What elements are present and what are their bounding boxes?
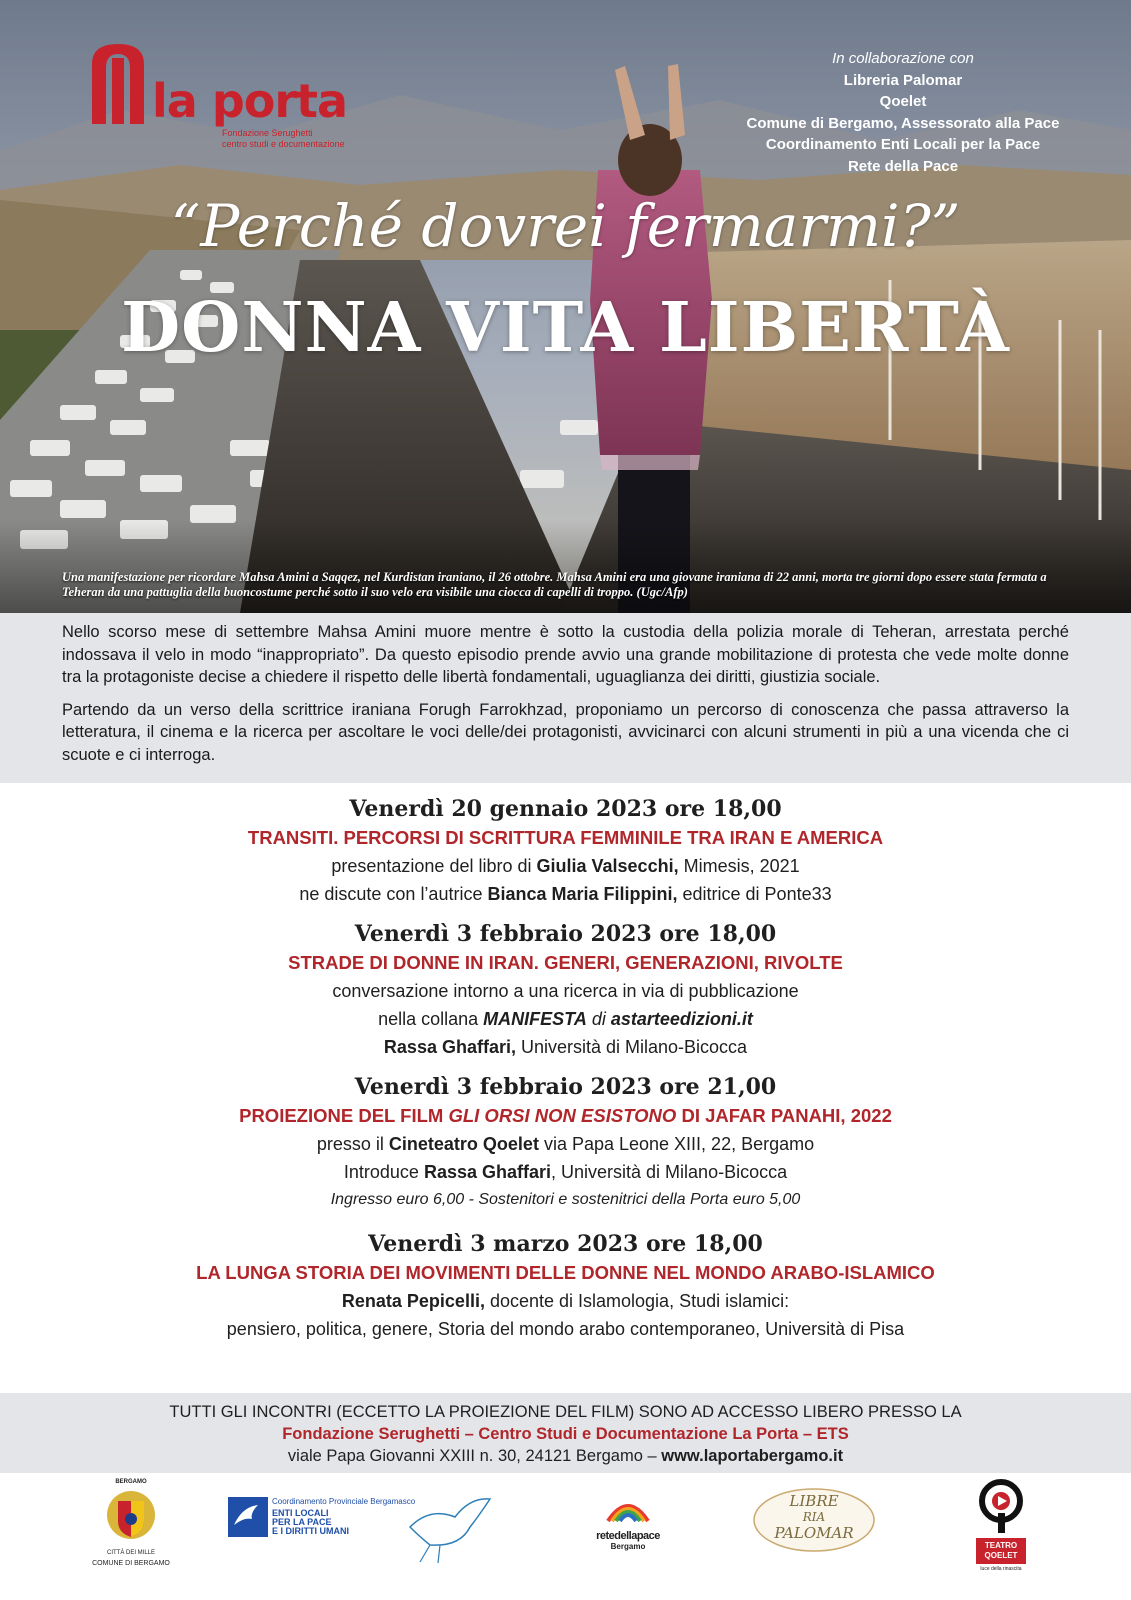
event-detail [0,1287,1131,1315]
collaboration-partner: Qoelet [879,93,927,110]
qoelet-label [976,1538,1026,1564]
venue-name: Cineteatro Qoelet [388,1134,539,1154]
logo-text: ENTI LOCALI [272,1508,329,1518]
rainbow-icon [578,1491,678,1525]
foundation-name: Fondazione Serughetti – Centro Studi e Documentazione La Porta – ETS [282,1425,849,1443]
enti-locali-logo [228,1497,416,1547]
logo-text: Coordinamento Provinciale Bergamasco [272,1497,416,1506]
logo-subtitle [222,128,345,150]
partner-logos [0,1473,1131,1600]
collaboration-partner: Libreria Palomar [843,71,963,89]
footer-info [0,1393,1131,1473]
event-detail [0,852,1131,880]
author-name: Giulia Valsecchi, [536,856,679,876]
logo-text: retedellapace [596,1530,660,1542]
logo-text-block [272,1509,349,1536]
libreria-palomar-logo [752,1487,876,1553]
text-span: DI JAFAR PANAHI, 2022 [676,1105,892,1126]
event-detail [0,1158,1131,1186]
logo-text: TEATRO [984,1541,1018,1550]
hero-title: DONNA VITA LIBERTÀ [121,288,1010,368]
door-arch-icon [90,42,146,124]
logo-subtitle-line1: Fondazione Serughetti [222,128,313,138]
event-item [0,1073,1131,1214]
event-title: LA LUNGA STORIA DEI MOVIMENTI DELLE DONNE NEL MONDO ARABO-ISLAMICO [196,1262,935,1283]
film-title: GLI ORSI NON ESISTONO [448,1105,677,1126]
text-span: , Università di Milano-Bicocca [551,1162,788,1182]
website-link[interactable]: www.laportabergamo.it [661,1447,844,1465]
event-title: TRANSITI. PERCORSI DI SCRITTURA FEMMINILE TRA IRAN E AMERICA [247,827,884,848]
text-span: Introduce [343,1162,424,1182]
logo-text: E I DIRITTI UMANI [272,1526,349,1536]
collaboration-partner: Coordinamento Enti Locali per la Pace [765,136,1041,153]
logo-text: PALOMAR [774,1524,854,1542]
logo-subtitle-line2: centro studi e documentazione [222,139,345,149]
logo-text: BERGAMO [115,1479,147,1485]
ticket-price: Ingresso euro 6,00 - Sostenitori e sostenitrici della Porta euro 5,00 [330,1191,801,1208]
speaker-name: Bianca Maria Filippini, [487,884,678,904]
dove-emblem-icon [228,1497,268,1537]
intro-paragraph-1: Nello scorso mese di settembre Mahsa Amini muore mentre è sotto la custodia della polizia morale di Teheran, arrestata perché indossava il velo in modo “inappropriato”. Da questo episodio prende avvio una grande mobilitazione di protesta che vede molte donne tra la protagoniste decise a chiedere il rispetto delle libertà fondamentali, uguaglianza dei diritti, giustizia sociale. [62,623,1069,686]
speaker-name: Renata Pepicelli, [341,1291,485,1311]
logo-text: PER LA PACE [272,1517,332,1527]
text-span: presentazione del libro di [331,856,537,876]
event-item [0,920,1131,1061]
event-detail [0,1005,1131,1033]
publisher-link[interactable]: astarteedizioni.it [610,1009,753,1029]
event-title: STRADE DI DONNE IN IRAN. GENERI, GENERAZIONI, RIVOLTE [288,952,843,973]
text-span: docente di Islamologia, Studi islamici: [484,1291,790,1311]
event-date: Venerdì 3 marzo 2023 ore 18,00 [368,1231,763,1257]
rete-della-pace-logo [578,1491,678,1561]
address-text: viale Papa Giovanni XXIII n. 30, 24121 Bergamo – [287,1447,662,1465]
teatro-qoelet-logo [976,1477,1026,1593]
hero-quote: “Perché dovrei fermarmi?” [170,192,961,260]
address-line [0,1445,1131,1467]
text-span: nella collana [378,1009,484,1029]
event-item [0,1230,1131,1343]
text-span: ne discute con l’autrice [299,884,488,904]
event-detail [0,1130,1131,1158]
collaboration-block [723,48,1083,177]
event-detail [0,880,1131,908]
logo-text: CITTÀ DEI MILLE [106,1550,155,1556]
event-detail: conversazione intorno a una ricerca in via di pubblicazione [332,981,799,1001]
event-title [0,1101,1131,1130]
events-list [0,795,1131,1355]
event-date: Venerdì 3 febbraio 2023 ore 21,00 [354,1074,777,1100]
intro-paragraph-2: Partendo da un verso della scrittrice iraniana Forugh Farrokhzad, proponiamo un percorso di conoscenza che passa attraverso la letteratura, il cinema e la ricerca per ascoltare le voci delle/dei protagonisti, avvicinarci con alcuni strumenti in più a una vicenda che ci scuote e ci interroga. [62,700,1069,764]
dove-drawing-icon [400,1487,500,1567]
logo-text: RIA [802,1510,826,1524]
text-span: presso il [316,1134,389,1154]
logo-wordmark: la porta [152,74,348,128]
qoelet-q-icon [976,1477,1026,1533]
logo-text: Bergamo [610,1542,646,1551]
comune-bergamo-logo [86,1479,176,1589]
logo-text: COMUNE DI BERGAMO [92,1560,170,1567]
collaboration-partner: Comune di Bergamo, Assessorato alla Pace [746,114,1060,132]
text-span: di [586,1009,611,1029]
palomar-wordmark [752,1493,876,1541]
event-date: Venerdì 20 gennaio 2023 ore 18,00 [349,796,782,822]
logo-text: QOELET [984,1551,1018,1560]
hero-photo [0,0,1131,613]
series-name: MANIFESTA [483,1009,587,1029]
speaker-name: Rassa Ghaffari, [383,1037,516,1057]
intro-section [0,613,1131,783]
text-span: PROIEZIONE DEL FILM [239,1105,449,1126]
event-detail: pensiero, politica, genere, Storia del mondo arabo contemporaneo, Università di Pisa [226,1319,905,1339]
logo-text: LIBRE [789,1492,839,1510]
event-date: Venerdì 3 febbraio 2023 ore 18,00 [354,921,777,947]
la-porta-logo [90,42,370,152]
access-note: TUTTI GLI INCONTRI (ECCETTO LA PROIEZIONE DEL FILM) SONO AD ACCESSO LIBERO PRESSO LA [169,1403,962,1421]
text-span: Mimesis, 2021 [678,856,800,876]
collaboration-partner: Rete della Pace [847,157,959,175]
photo-caption: Una manifestazione per ricordare Mahsa Amini a Saqqez, nel Kurdistan iraniano, il 26 ottobre. Mahsa Amini era una giovane iraniana di 22 anni, morta tre giorni dopo essere stata fermata a Teheran da una pattuglia della buoncostume perché sotto il suo velo era visibile una ciocca di capelli di troppo. (Ugc/Afp) [62,570,1047,599]
text-span: via Papa Leone XIII, 22, Bergamo [538,1134,815,1154]
logo-text: luce della rinascita [980,1566,1022,1572]
city-crest-icon [86,1485,176,1545]
text-span: editrice di Ponte33 [677,884,832,904]
event-item [0,795,1131,908]
speaker-name: Rassa Ghaffari [423,1162,552,1182]
collaboration-intro: In collaborazione con [832,50,974,67]
event-detail [0,1033,1131,1061]
text-span: Università di Milano-Bicocca [515,1037,748,1057]
